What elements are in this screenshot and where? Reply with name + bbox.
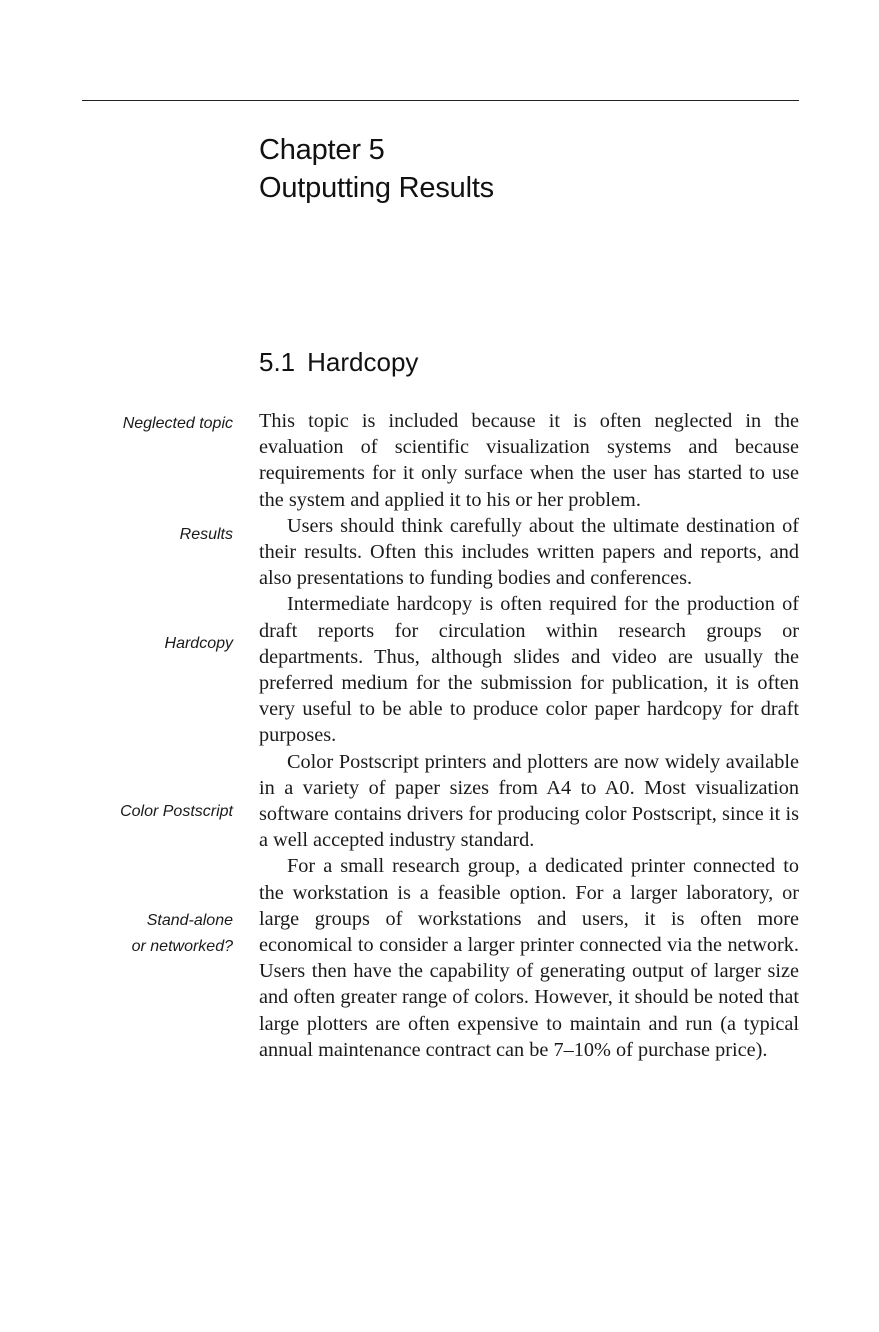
section-heading bbox=[259, 345, 418, 379]
margin-note-hardcopy: Hardcopy bbox=[164, 635, 233, 652]
chapter-label: Chapter 5 bbox=[259, 134, 385, 166]
margin-note-standalone-line1: Stand-alone bbox=[146, 912, 233, 929]
paragraph-results: Users should think carefully about the ultimate destination of their results. Often this includes written papers and reports, and also presentations to funding bodies and conferences. bbox=[259, 514, 799, 590]
margin-note-standalone-line2: or networked? bbox=[131, 938, 233, 955]
top-rule bbox=[82, 100, 799, 101]
chapter-title: Outputting Results bbox=[259, 172, 494, 204]
paragraph-standalone: For a small research group, a dedicated printer connected to the workstation is a feasible option. For a larger laboratory, or large groups of workstations and users, it is often more economical to consider a larger printer connected via the network. Users then have the capability of generating output of larger size and often greater range of colors. However, it should be noted that large plotters are often expensive to maintain and run (a typical annual maintenance contract can be 7–10% of purchase price). bbox=[259, 855, 799, 1061]
paragraph-color-postscript: Color Postscript printers and plotters are now widely available in a variety of paper sizes from A4 to A0. Most visualization software contains drivers for producing color Postscript, since it is a well accepted industry standard. bbox=[259, 750, 799, 852]
chapter-heading bbox=[259, 131, 494, 207]
margin-note-color-postscript: Color Postscript bbox=[120, 803, 233, 820]
section-title: Hardcopy bbox=[307, 347, 419, 377]
paragraph-hardcopy: Intermediate hardcopy is often required for the production of draft reports for circulation within research groups or departments. Thus, although slides and video are usually the preferred medium for the submission for publication, it is often very useful to be able to produce color paper hardcopy for draft purposes. bbox=[259, 593, 799, 747]
paragraph-neglected-topic: This topic is included because it is often neglected in the evaluation of scientific visualization systems and because requirements for it only surface when the user has started to use the system and applied it to his or her problem. bbox=[259, 410, 799, 511]
margin-note-results: Results bbox=[179, 526, 233, 543]
margin-note-neglected-topic: Neglected topic bbox=[122, 415, 233, 432]
section-number: 5.1 bbox=[259, 347, 296, 377]
margin-note-standalone bbox=[132, 908, 233, 960]
body-text bbox=[259, 408, 799, 1063]
